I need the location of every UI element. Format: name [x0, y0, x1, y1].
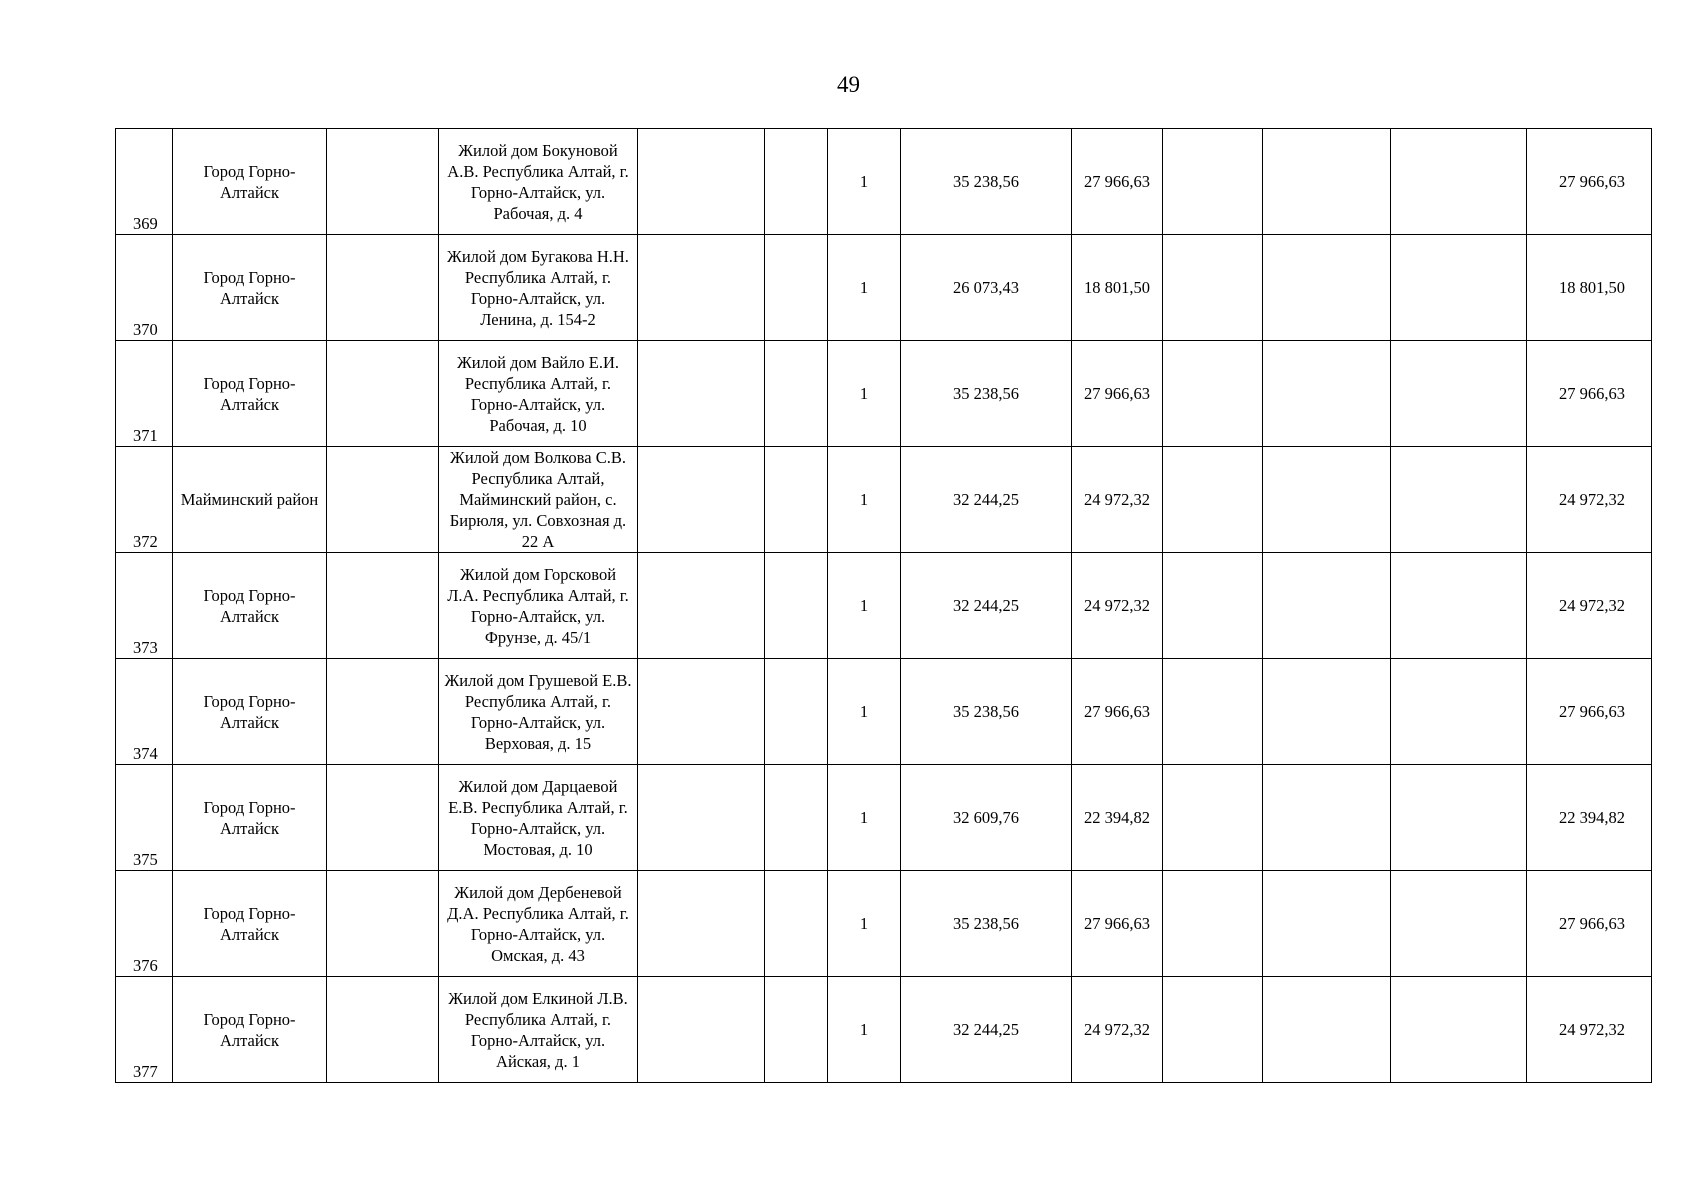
- amount-cell: 27 966,63: [1072, 129, 1163, 235]
- empty-cell: [638, 235, 765, 341]
- amount-cell: 24 972,32: [1072, 977, 1163, 1083]
- empty-cell: [1263, 659, 1391, 765]
- empty-cell: [1163, 659, 1263, 765]
- empty-cell: [327, 447, 439, 553]
- empty-cell: [1263, 765, 1391, 871]
- empty-cell: [765, 235, 828, 341]
- empty-cell: [638, 129, 765, 235]
- empty-cell: [327, 871, 439, 977]
- amount-cell: 27 966,63: [1072, 341, 1163, 447]
- address-cell: Жилой дом Елкиной Л.В. Республика Алтай, г. Горно-Алтайск, ул. Айская, д. 1: [439, 977, 638, 1083]
- address-cell: Жилой дом Бокуновой А.В. Республика Алтай, г. Горно-Алтайск, ул. Рабочая, д. 4: [439, 129, 638, 235]
- amount-cell: 27 966,63: [1072, 871, 1163, 977]
- address-cell: Жилой дом Дербеневой Д.А. Республика Алтай, г. Горно-Алтайск, ул. Омская, д. 43: [439, 871, 638, 977]
- cost-cell: 32 609,76: [901, 765, 1072, 871]
- table-row: [116, 341, 1652, 447]
- empty-cell: [765, 765, 828, 871]
- empty-cell: [765, 129, 828, 235]
- municipality-cell: Майминский район: [173, 447, 327, 553]
- empty-cell: [1163, 977, 1263, 1083]
- amount-cell: 27 966,63: [1072, 659, 1163, 765]
- amount-cell: 24 972,32: [1072, 553, 1163, 659]
- empty-cell: [1163, 447, 1263, 553]
- cost-cell: 35 238,56: [901, 871, 1072, 977]
- empty-cell: [1391, 129, 1527, 235]
- empty-cell: [765, 341, 828, 447]
- empty-cell: [638, 659, 765, 765]
- table-row: [116, 659, 1652, 765]
- total-cell: 24 972,32: [1527, 447, 1652, 553]
- amount-cell: 18 801,50: [1072, 235, 1163, 341]
- empty-cell: [327, 129, 439, 235]
- row-number-cell: 372: [116, 447, 173, 553]
- total-cell: 27 966,63: [1527, 341, 1652, 447]
- empty-cell: [1163, 765, 1263, 871]
- row-number-cell: 377: [116, 977, 173, 1083]
- count-cell: 1: [828, 341, 901, 447]
- total-cell: 27 966,63: [1527, 129, 1652, 235]
- count-cell: 1: [828, 659, 901, 765]
- total-cell: 27 966,63: [1527, 871, 1652, 977]
- empty-cell: [1263, 447, 1391, 553]
- count-cell: 1: [828, 765, 901, 871]
- row-number-cell: 371: [116, 341, 173, 447]
- empty-cell: [1263, 129, 1391, 235]
- empty-cell: [1391, 447, 1527, 553]
- empty-cell: [1163, 129, 1263, 235]
- empty-cell: [638, 871, 765, 977]
- municipality-cell: Город Горно-Алтайск: [173, 129, 327, 235]
- total-cell: 18 801,50: [1527, 235, 1652, 341]
- empty-cell: [638, 977, 765, 1083]
- table-row: [116, 765, 1652, 871]
- table-row: [116, 871, 1652, 977]
- empty-cell: [765, 871, 828, 977]
- count-cell: 1: [828, 447, 901, 553]
- empty-cell: [765, 447, 828, 553]
- municipality-cell: Город Горно-Алтайск: [173, 871, 327, 977]
- row-number-cell: 375: [116, 765, 173, 871]
- address-cell: Жилой дом Бугакова Н.Н. Республика Алтай, г. Горно-Алтайск, ул. Ленина, д. 154-2: [439, 235, 638, 341]
- municipality-cell: Город Горно-Алтайск: [173, 765, 327, 871]
- total-cell: 27 966,63: [1527, 659, 1652, 765]
- cost-cell: 32 244,25: [901, 447, 1072, 553]
- count-cell: 1: [828, 235, 901, 341]
- address-cell: Жилой дом Дарцаевой Е.В. Республика Алтай, г. Горно-Алтайск, ул. Мостовая, д. 10: [439, 765, 638, 871]
- empty-cell: [765, 977, 828, 1083]
- empty-cell: [327, 765, 439, 871]
- cost-cell: 35 238,56: [901, 341, 1072, 447]
- municipality-cell: Город Горно-Алтайск: [173, 341, 327, 447]
- table-row: [116, 235, 1652, 341]
- empty-cell: [1163, 871, 1263, 977]
- empty-cell: [1263, 977, 1391, 1083]
- empty-cell: [1263, 235, 1391, 341]
- empty-cell: [765, 659, 828, 765]
- municipality-cell: Город Горно-Алтайск: [173, 553, 327, 659]
- cost-cell: 32 244,25: [901, 977, 1072, 1083]
- table-row: [116, 447, 1652, 553]
- address-cell: Жилой дом Вайло Е.И. Республика Алтай, г. Горно-Алтайск, ул. Рабочая, д. 10: [439, 341, 638, 447]
- count-cell: 1: [828, 977, 901, 1083]
- empty-cell: [327, 553, 439, 659]
- empty-cell: [1391, 977, 1527, 1083]
- row-number-cell: 376: [116, 871, 173, 977]
- empty-cell: [638, 447, 765, 553]
- cost-cell: 32 244,25: [901, 553, 1072, 659]
- empty-cell: [1163, 553, 1263, 659]
- amount-cell: 22 394,82: [1072, 765, 1163, 871]
- table-row: [116, 977, 1652, 1083]
- empty-cell: [327, 235, 439, 341]
- address-cell: Жилой дом Грушевой Е.В. Республика Алтай, г. Горно-Алтайск, ул. Верховая, д. 15: [439, 659, 638, 765]
- total-cell: 22 394,82: [1527, 765, 1652, 871]
- empty-cell: [1391, 871, 1527, 977]
- address-cell: Жилой дом Горсковой Л.А. Республика Алтай, г. Горно-Алтайск, ул. Фрунзе, д. 45/1: [439, 553, 638, 659]
- empty-cell: [765, 553, 828, 659]
- municipality-cell: Город Горно-Алтайск: [173, 977, 327, 1083]
- empty-cell: [1391, 659, 1527, 765]
- municipality-cell: Город Горно-Алтайск: [173, 235, 327, 341]
- empty-cell: [638, 341, 765, 447]
- cost-cell: 26 073,43: [901, 235, 1072, 341]
- row-number-cell: 370: [116, 235, 173, 341]
- empty-cell: [1263, 871, 1391, 977]
- count-cell: 1: [828, 129, 901, 235]
- empty-cell: [327, 341, 439, 447]
- address-cell: Жилой дом Волкова С.В. Республика Алтай, Майминский район, с. Бирюля, ул. Совхозная д. 22 А: [439, 447, 638, 553]
- table-row: [116, 129, 1652, 235]
- empty-cell: [1263, 341, 1391, 447]
- municipality-cell: Город Горно-Алтайск: [173, 659, 327, 765]
- empty-cell: [327, 659, 439, 765]
- count-cell: 1: [828, 871, 901, 977]
- total-cell: 24 972,32: [1527, 553, 1652, 659]
- amount-cell: 24 972,32: [1072, 447, 1163, 553]
- cost-cell: 35 238,56: [901, 659, 1072, 765]
- empty-cell: [1391, 235, 1527, 341]
- empty-cell: [1163, 341, 1263, 447]
- page-number: 49: [837, 72, 860, 97]
- registry-table: [115, 128, 1652, 1083]
- empty-cell: [1391, 765, 1527, 871]
- empty-cell: [327, 977, 439, 1083]
- empty-cell: [638, 765, 765, 871]
- row-number-cell: 374: [116, 659, 173, 765]
- empty-cell: [638, 553, 765, 659]
- empty-cell: [1263, 553, 1391, 659]
- count-cell: 1: [828, 553, 901, 659]
- cost-cell: 35 238,56: [901, 129, 1072, 235]
- total-cell: 24 972,32: [1527, 977, 1652, 1083]
- empty-cell: [1391, 341, 1527, 447]
- row-number-cell: 369: [116, 129, 173, 235]
- empty-cell: [1391, 553, 1527, 659]
- registry-table-body: [116, 129, 1652, 1083]
- empty-cell: [1163, 235, 1263, 341]
- row-number-cell: 373: [116, 553, 173, 659]
- table-row: [116, 553, 1652, 659]
